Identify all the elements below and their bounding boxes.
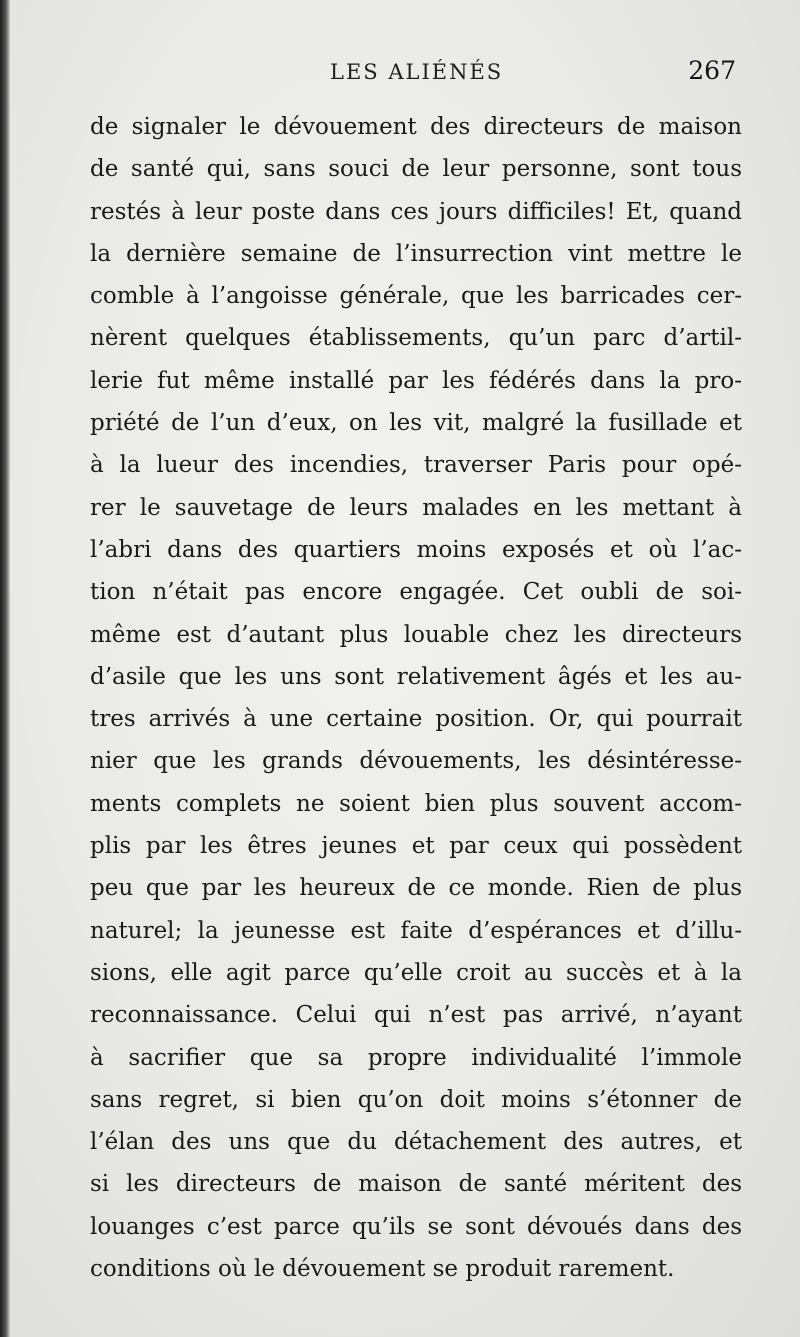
text-line: restés à leur poste dans ces jours difficiles! Et, quand xyxy=(90,198,742,225)
running-head: LES ALIÉNÉS xyxy=(330,60,504,84)
text-line: de signaler le dévouement des directeurs de maison xyxy=(90,114,742,140)
text-line: de santé qui, sans souci de leur personne, sont tous xyxy=(90,156,742,183)
text-line: sans regret, si bien qu’on doit moins s’étonner de xyxy=(90,1086,742,1113)
text-line: l’élan des uns que du détachement des autres, et xyxy=(90,1129,742,1156)
text-line: à la lueur des incendies, traverser Paris pour opé- xyxy=(90,452,742,479)
text-line: sions, elle agit parce qu’elle croit au succès et à la xyxy=(90,959,742,986)
text-line: rer le sauvetage de leurs malades en les mettant à xyxy=(90,494,742,521)
text-line: naturel; la jeunesse est faite d’espérances et d’illu- xyxy=(90,917,742,944)
text-line: tres arrivés à une certaine position. Or, qui pourrait xyxy=(90,706,742,733)
text-line: même est d’autant plus louable chez les directeurs xyxy=(90,621,742,648)
body-text xyxy=(90,106,742,1290)
page-number: 267 xyxy=(688,56,736,85)
page-gutter-edge xyxy=(0,0,10,1337)
text-line: comble à l’angoisse générale, que les barricades cer- xyxy=(90,283,742,310)
text-line: lerie fut même installé par les fédérés dans la pro- xyxy=(90,367,742,394)
text-line: à sacrifier que sa propre individualité l’immole xyxy=(90,1044,742,1071)
text-line: tion n’était pas encore engagée. Cet oubli de soi- xyxy=(90,579,742,606)
text-line-last: conditions où le dévouement se produit rarement. xyxy=(90,1256,675,1283)
text-line: ments complets ne soient bien plus souvent accom- xyxy=(90,790,742,817)
text-line: nier que les grands dévouements, les désintéresse- xyxy=(90,748,742,775)
text-line: nèrent quelques établissements, qu’un parc d’artil- xyxy=(90,325,742,352)
text-line: d’asile que les uns sont relativement âgés et les au- xyxy=(90,663,742,690)
text-line: plis par les êtres jeunes et par ceux qui possèdent xyxy=(90,833,742,860)
text-line: si les directeurs de maison de santé méritent des xyxy=(90,1171,742,1198)
text-line: reconnaissance. Celui qui n’est pas arrivé, n’ayant xyxy=(90,1002,742,1029)
text-line: la dernière semaine de l’insurrection vint mettre le xyxy=(90,240,742,267)
text-line: louanges c’est parce qu’ils se sont dévoués dans des xyxy=(90,1213,742,1240)
text-line: l’abri dans des quartiers moins exposés et où l’ac- xyxy=(90,536,742,563)
text-line: peu que par les heureux de ce monde. Rien de plus xyxy=(90,875,742,902)
text-line: priété de l’un d’eux, on les vit, malgré la fusillade et xyxy=(90,410,742,437)
page-header xyxy=(90,56,742,96)
